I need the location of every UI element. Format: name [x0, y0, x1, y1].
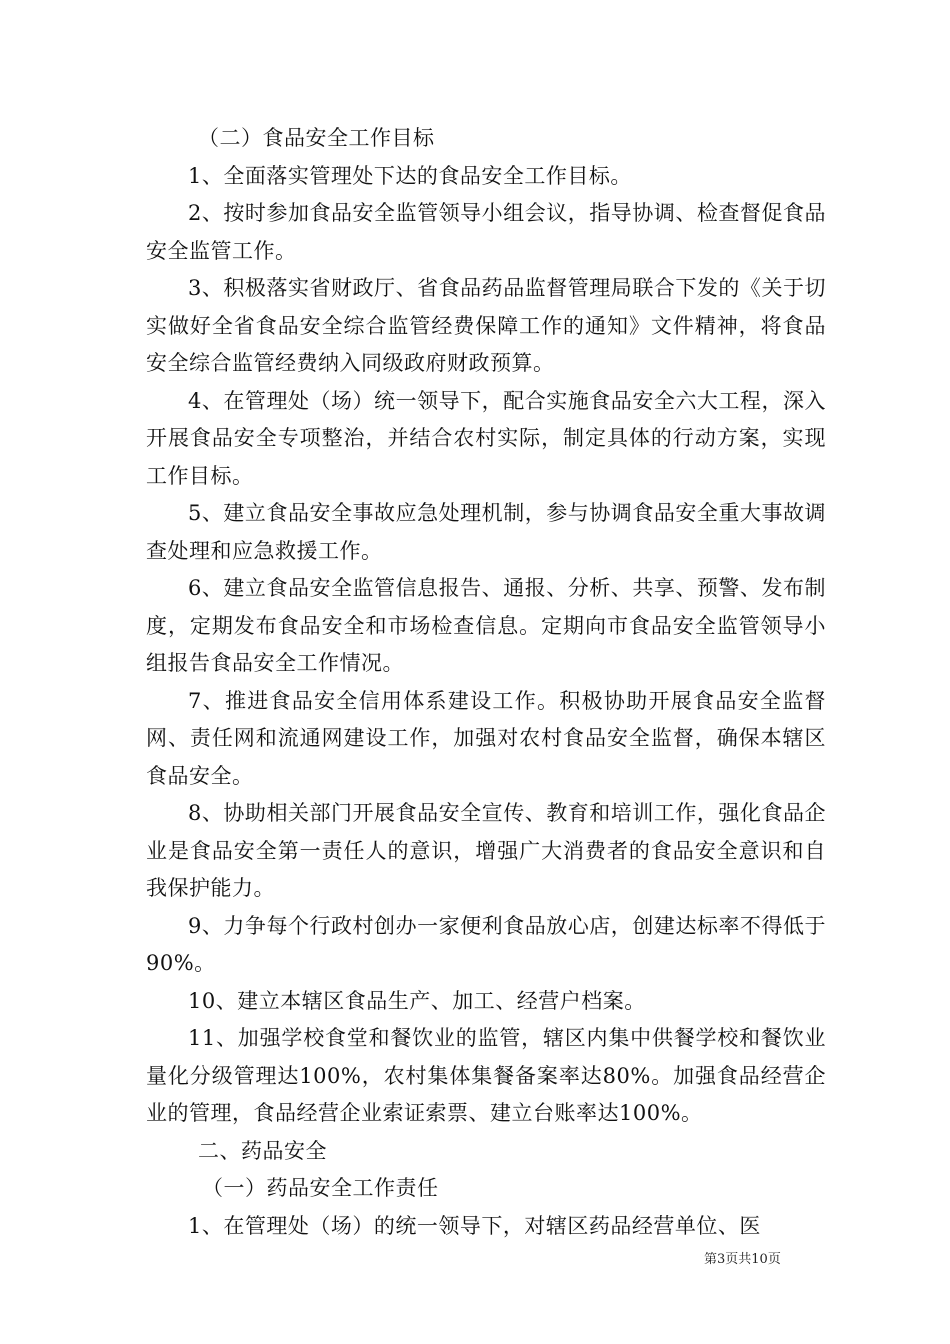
paragraph-item-9: 9、力争每个行政村创办一家便利食品放心店，创建达标率不得低于90%。 — [146, 913, 826, 975]
subsection-heading-drug-safety-responsibility: （一）药品安全工作责任 — [202, 1176, 439, 1200]
paragraph-item-6: 6、建立食品安全监管信息报告、通报、分析、共享、预警、发布制度，定期发布食品安全和市场检查信息。定期向市食品安全监管领导小组报告食品安全工作情况。 — [146, 576, 826, 675]
paragraph-item-10: 10、建立本辖区食品生产、加工、经营户档案。 — [188, 988, 646, 1013]
document-body — [146, 120, 826, 1245]
paragraph-item-7: 7、推进食品安全信用体系建设工作。积极协助开展食品安全监督网、责任网和流通网建设工作，加强对农村食品安全监督，确保本辖区食品安全。 — [146, 688, 826, 788]
paragraph-item-11: 11、加强学校食堂和餐饮业的监管，辖区内集中供餐学校和餐饮业量化分级管理达100%，农村集体集餐备案率达80%。加强食品经营企业的管理，食品经营企业索证索票、建立台账率达100%。 — [146, 1026, 826, 1125]
section-heading-drug-safety: 二、药品安全 — [198, 1138, 327, 1163]
paragraph-item-2: 2、按时参加食品安全监管领导小组会议，指导协调、检查督促食品安全监管工作。 — [146, 201, 826, 263]
paragraph-item-4: 4、在管理处（场）统一领导下，配合实施食品安全六大工程，深入开展食品安全专项整治，并结合农村实际，制定具体的行动方案，实现工作目标。 — [146, 388, 826, 488]
paragraph-drug-item-1: 1、在管理处（场）的统一领导下，对辖区药品经营单位、医 — [188, 1213, 761, 1238]
paragraph-item-8: 8、协助相关部门开展食品安全宣传、教育和培训工作，强化食品企业是食品安全第一责任人的意识，增强广大消费者的食品安全意识和自我保护能力。 — [146, 801, 826, 900]
page-number-footer — [704, 1248, 781, 1267]
page-number-label: 第3页共10页 — [704, 1252, 781, 1267]
paragraph-item-5: 5、建立食品安全事故应急处理机制，参与协调食品安全重大事故调查处理和应急救援工作。 — [146, 501, 826, 563]
paragraph-item-3: 3、积极落实省财政厅、省食品药品监督管理局联合下发的《关于切实做好全省食品安全综合监管经费保障工作的通知》文件精神，将食品安全综合监管经费纳入同级政府财政预算。 — [146, 276, 826, 375]
section-heading-food-safety-goals: （二）食品安全工作目标 — [198, 126, 435, 150]
paragraph-item-1: 1、全面落实管理处下达的食品安全工作目标。 — [188, 163, 632, 188]
